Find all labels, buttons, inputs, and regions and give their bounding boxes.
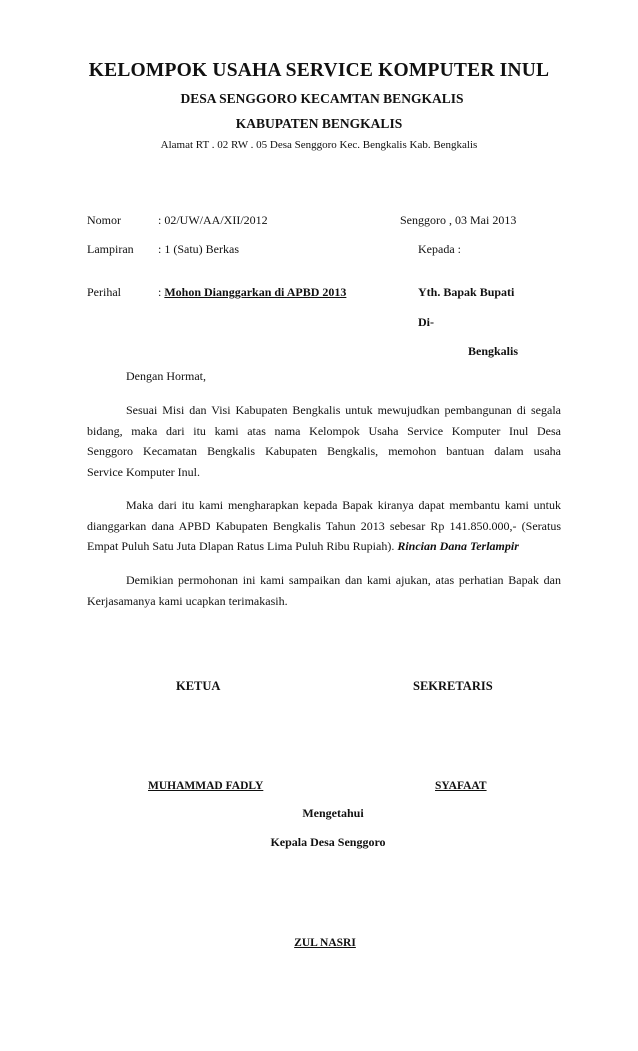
- org-name: KELOMPOK USAHA SERVICE KOMPUTER INUL: [88, 60, 550, 81]
- perihal-colon: :: [158, 285, 162, 299]
- paragraph-2: [87, 495, 561, 557]
- recipient-di: Di-: [418, 315, 434, 329]
- nomor-label: Nomor: [87, 213, 121, 227]
- letterhead-address: Alamat RT . 02 RW . 05 Desa Senggoro Kec. Bengkalis Kab. Bengkalis: [160, 139, 478, 151]
- perihal-value: Mohon Dianggarkan di APBD 2013: [164, 285, 347, 299]
- sekretaris-name: SYAFAAT: [435, 780, 487, 792]
- kepala-desa-name: ZUL NASRI: [294, 937, 356, 949]
- perihal-label: Perihal: [87, 285, 121, 299]
- paragraph-3: [87, 570, 561, 611]
- perihal-value-line: [158, 285, 346, 300]
- paragraph-1-line: Sesuai Misi dan Visi Kabupaten Bengkalis untuk mewujudkan pembangunan di segala: [126, 403, 561, 417]
- nomor-value: : 02/UW/AA/XII/2012: [158, 213, 268, 227]
- kepada-label: Kepada :: [418, 242, 461, 256]
- recipient-place: Bengkalis: [468, 344, 519, 358]
- paragraph-2-line: dianggarkan dana APBD Kabupaten Bengkalis Tahun 2013 sebesar Rp 141.850.000,- (Seratus: [87, 518, 561, 533]
- ketua-name: MUHAMMAD FADLY: [148, 780, 264, 792]
- paragraph-1: [87, 400, 561, 483]
- recipient-title: Yth. Bapak Bupati: [418, 285, 515, 299]
- paragraph-3-line: Demikian permohonan ini kami sampaikan dan kami ajukan, atas perhatian Bapak dan: [126, 573, 561, 587]
- ketua-role: KETUA: [176, 679, 221, 693]
- paragraph-1-line: Service Komputer Inul.: [87, 465, 200, 480]
- sekretaris-role: SEKRETARIS: [413, 679, 493, 693]
- attachment-note: Rincian Dana Terlampir: [397, 539, 519, 554]
- paragraph-1-line: bidang, maka dari itu kami atas nama Kelompok Usaha Service Komputer Inul Desa: [87, 423, 561, 438]
- paragraph-2-text: Empat Puluh Satu Juta Dlapan Ratus Lima Puluh Ribu Rupiah).: [87, 539, 395, 554]
- mengetahui-label: Mengetahui: [302, 806, 364, 820]
- paragraph-2-line: Maka dari itu kami mengharapkan kepada Bapak kiranya dapat membantu kami untuk: [126, 498, 561, 512]
- paragraph-2-line: [87, 536, 561, 557]
- lampiran-label: Lampiran: [87, 242, 134, 256]
- paragraph-1-line: Senggoro Kecamatan Bengkalis Kabupaten Bengkalis, memohon bantuan dalam usaha: [87, 444, 561, 459]
- letterhead-regency: KABUPATEN BENGKALIS: [235, 116, 403, 131]
- letterhead-village: DESA SENGGORO KECAMTAN BENGKALIS: [180, 91, 464, 106]
- kepala-desa-role: Kepala Desa Senggoro: [270, 835, 386, 849]
- greeting: Dengan Hormat,: [126, 369, 206, 383]
- paragraph-3-line: Kerjasamanya kami ucapkan terimakasih.: [87, 593, 288, 608]
- place-date: Senggoro , 03 Mai 2013: [400, 213, 517, 227]
- lampiran-value: : 1 (Satu) Berkas: [158, 242, 239, 256]
